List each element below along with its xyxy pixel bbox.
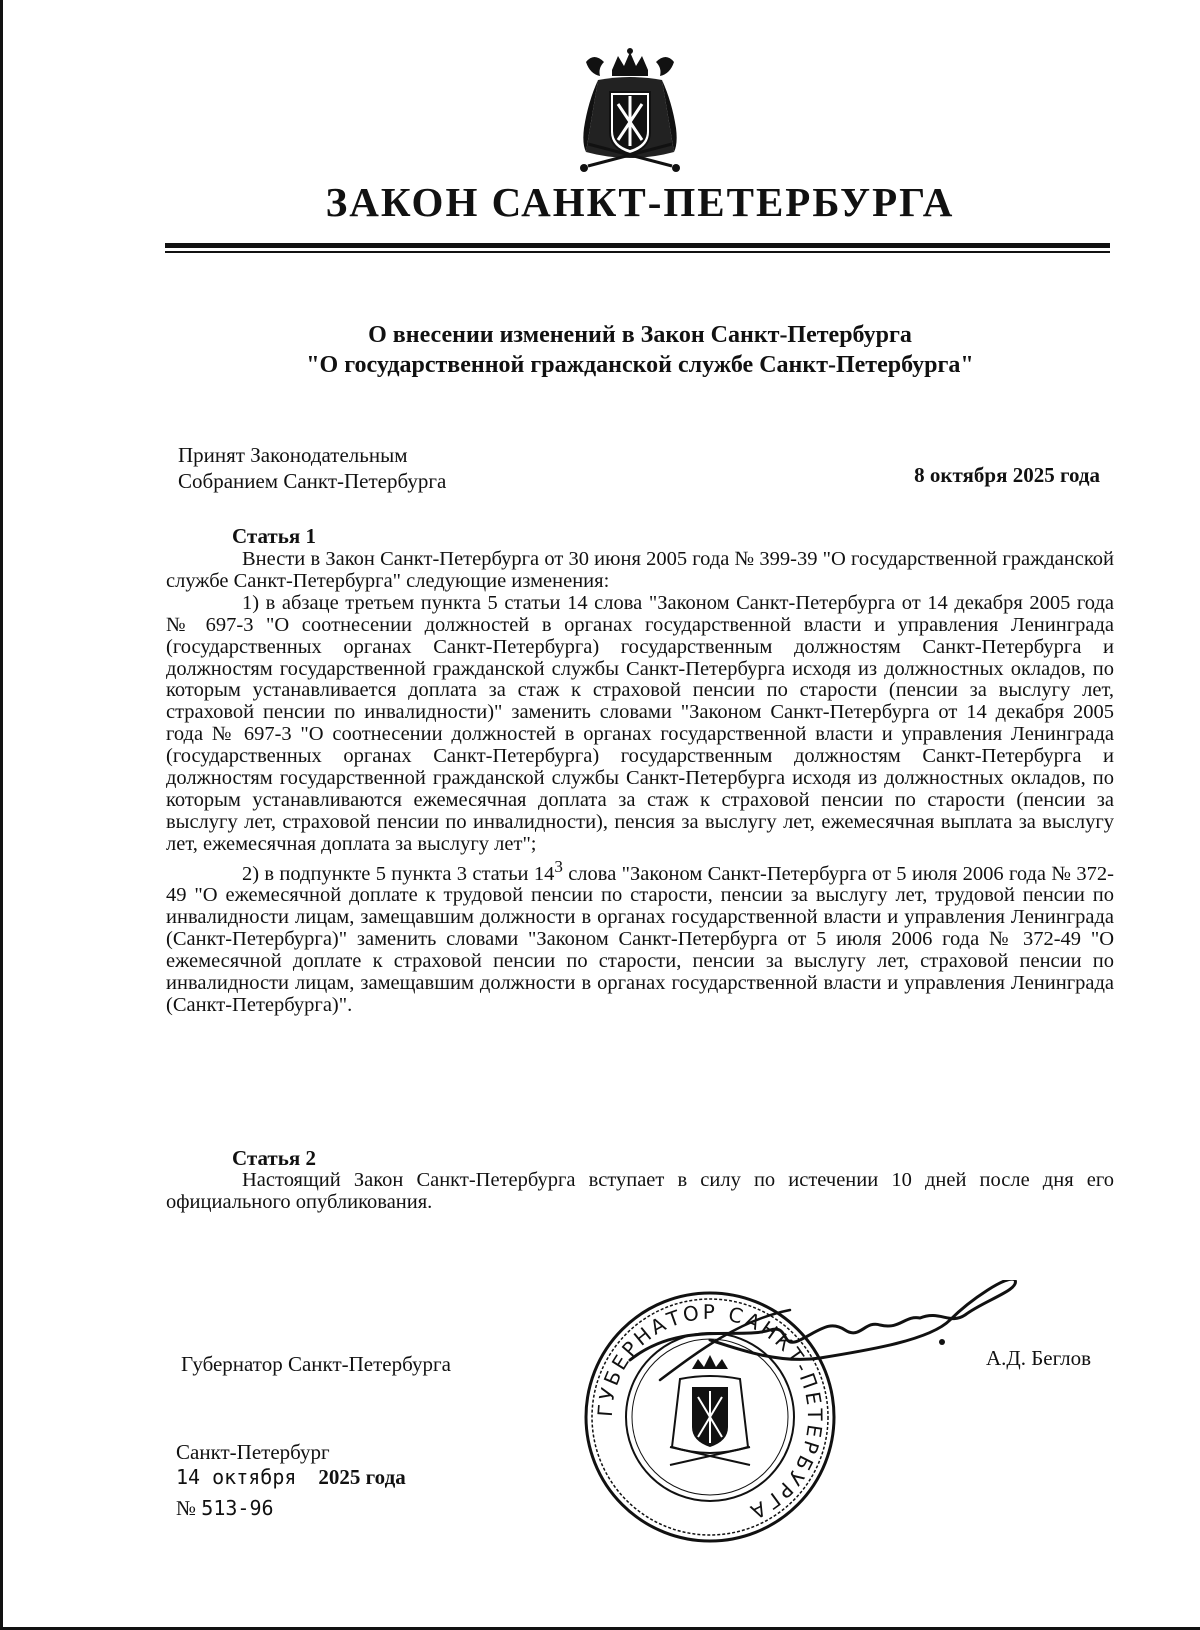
article-1-item-2-start: 2) в подпункте 5 пункта 3 статьи 14 — [242, 862, 555, 885]
governor-name: А.Д. Беглов — [986, 1346, 1092, 1370]
article-2-body — [166, 1170, 1114, 1214]
coat-of-arms-icon — [568, 48, 692, 180]
document-title — [160, 320, 1120, 380]
article-1-item-2-superscript: 3 — [554, 856, 563, 876]
article-1-body — [166, 549, 1114, 1017]
signing-date — [176, 1465, 406, 1490]
signing-place: Санкт-Петербург — [176, 1440, 330, 1464]
adopted-line-1: Принят Законодательным — [178, 443, 408, 467]
article-1-heading: Статья 1 — [232, 524, 316, 548]
article-2-text: Настоящий Закон Санкт-Петербурга вступает в силу по истечении 10 дней после дня его официального опубликования. — [166, 1169, 1114, 1213]
adopted-line-2: Собранием Санкт-Петербурга — [178, 469, 447, 493]
governor-title: Губернатор Санкт-Петербурга — [181, 1352, 451, 1376]
law-number-value: 513-96 — [201, 1496, 274, 1520]
stamp-text: ГУБЕРНАТОР САНКТ-ПЕТЕРБУРГА — [592, 1299, 828, 1526]
article-1-item-2-rest: слова "Законом Санкт-Петербурга от 5 июля 2006 года № 372-49 "О ежемесячной доплате к трудовой пенсии по старости, пенсии за выслугу лет, трудовой пенсии по инвалидности лицам, замещавшим должности в органах государственной власти и управления Ленинграда (Санкт-Петербурга)" заменить словами "Законом Санкт-Петербурга от 5 июля 2006 года № 372-49 "О ежемесячной доплате к страховой пенсии по старости, пенсии за выслугу лет, страховой пенсии по инвалидности лицам, замещавшим должности в органах государственной власти и управления Ленинграда (Санкт-Петербурга)". — [166, 862, 1114, 1016]
article-1-item-2 — [166, 856, 1114, 1017]
header-rule-thin — [165, 251, 1110, 253]
handwritten-signature-icon — [620, 1280, 1040, 1400]
header-rule-thick — [165, 243, 1110, 248]
signing-date-day: 14 октября — [176, 1465, 297, 1489]
article-1-item-1: 1) в абзаце третьем пункта 5 статьи 14 слова "Законом Санкт-Петербурга от 14 декабря 2005 года № 697-3 "О соотнесении должностей в органах государственной власти и управления Ленинграда (государственных органах Санкт-Петербурга) государственным должностям Санкт-Петербурга и должностям государственной гражданской службы Санкт-Петербурга исходя из должностных окладов, по которым устанавливается доплата за стаж к страховой пенсии по старости (пенсии за выслугу лет, страховой пенсии по инвалидности)" заменить словами "Законом Санкт-Петербурга от 14 декабря 2005 года № 697-3 "О соотнесении должностей в органах государственной власти и управления Ленинграда (государственных органах Санкт-Петербурга) государственным должностям Санкт-Петербурга и должностям государственной гражданской службы Санкт-Петербурга исходя из должностных окладов, по которым устанавливаются ежемесячная доплата за стаж к страховой пенсии по старости (пенсии за выслугу лет, страховой пенсии по инвалидности), пенсия за выслугу лет, ежемесячная выплата за выслугу лет, ежемесячная доплата за выслугу лет"; — [166, 591, 1114, 855]
adoption-date: 8 октября 2025 года — [914, 463, 1100, 487]
law-number-prefix: № — [176, 1496, 197, 1520]
law-header: ЗАКОН САНКТ-ПЕТЕРБУРГА — [325, 179, 955, 225]
article-2-heading: Статья 2 — [232, 1146, 316, 1170]
signing-date-year: 2025 года — [318, 1465, 406, 1489]
adoption-block — [178, 442, 446, 494]
document-title-line-2: "О государственной гражданской службе Санкт-Петербурга" — [306, 352, 974, 378]
document-title-line-1: О внесении изменений в Закон Санкт-Петербурга — [368, 322, 912, 348]
article-1-intro: Внести в Закон Санкт-Петербурга от 30 июня 2005 года № 399-39 "О государственной гражданской службе Санкт-Петербурга" следующие изменения: — [166, 548, 1114, 592]
law-number — [176, 1496, 274, 1521]
scan-edge-left — [0, 0, 3, 1630]
